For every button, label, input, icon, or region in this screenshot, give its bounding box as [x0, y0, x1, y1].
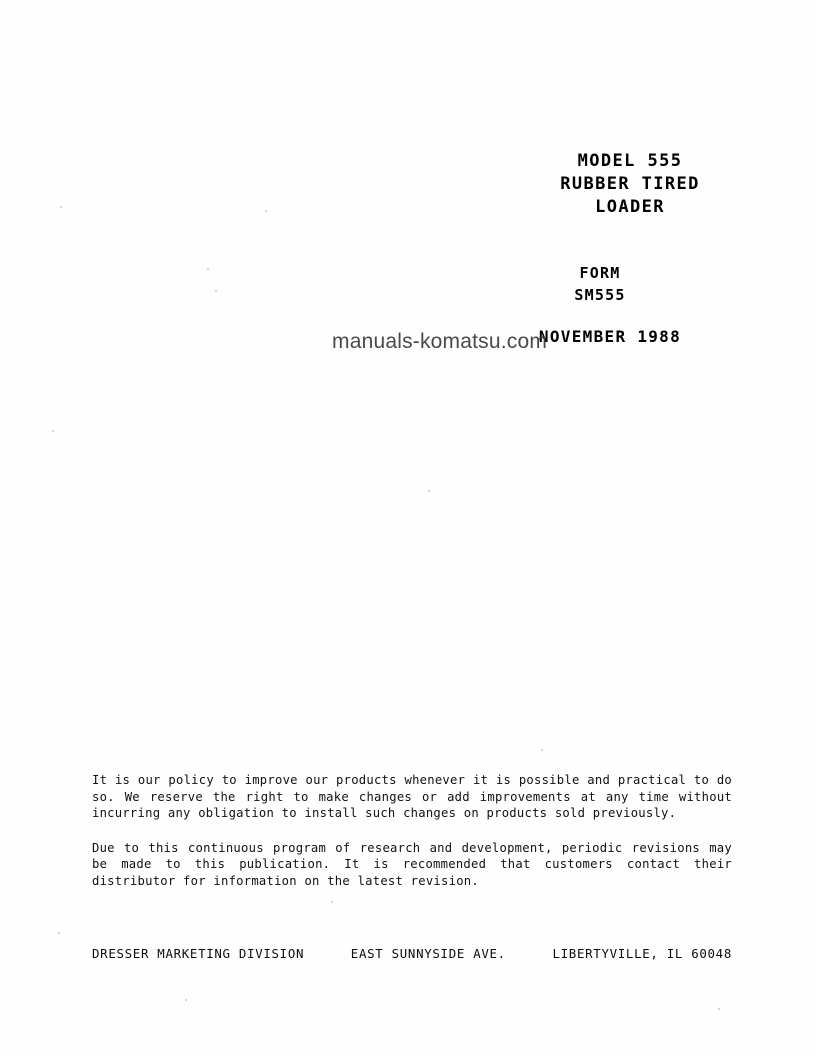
legal-paragraph-policy: It is our policy to improve our products whenever it is possible and practical to do so. We reserve the right to make changes or add improvements at any time without incurring any obligation to install such changes on products sold previously. [92, 773, 732, 820]
scan-speck [541, 749, 543, 751]
form-label: FORM [579, 264, 621, 282]
watermark-text: manuals-komatsu.com [332, 330, 548, 353]
scan-speck [52, 430, 54, 432]
title-line-type: RUBBER TIRED [560, 174, 700, 194]
scan-speck [428, 490, 430, 492]
publication-date: NOVEMBER 1988 [538, 327, 682, 346]
scan-speck [60, 206, 62, 208]
form-number-block [480, 262, 720, 306]
footer-division: DRESSER MARKETING DIVISION [92, 946, 305, 961]
scan-speck [718, 1008, 720, 1010]
title-line-model: MODEL 555 [577, 151, 683, 171]
scan-speck [207, 268, 209, 270]
footer-address [92, 946, 732, 961]
title-line-loader: LOADER [595, 197, 665, 217]
model-title-block [480, 150, 780, 219]
form-number: SM555 [574, 286, 626, 304]
footer-street: EAST SUNNYSIDE AVE. [350, 946, 506, 961]
legal-notice-block [92, 772, 732, 907]
scan-speck [265, 210, 267, 212]
scan-speck [185, 999, 187, 1001]
legal-paragraph-revisions: Due to this continuous program of research and development, periodic revisions may be made to this publication. It is recommended that customers contact their distributor for information on the latest revision. [92, 840, 732, 888]
footer-city-state-zip: LIBERTYVILLE, IL 60048 [552, 946, 732, 961]
scan-speck [215, 290, 217, 292]
scan-speck [58, 932, 60, 934]
